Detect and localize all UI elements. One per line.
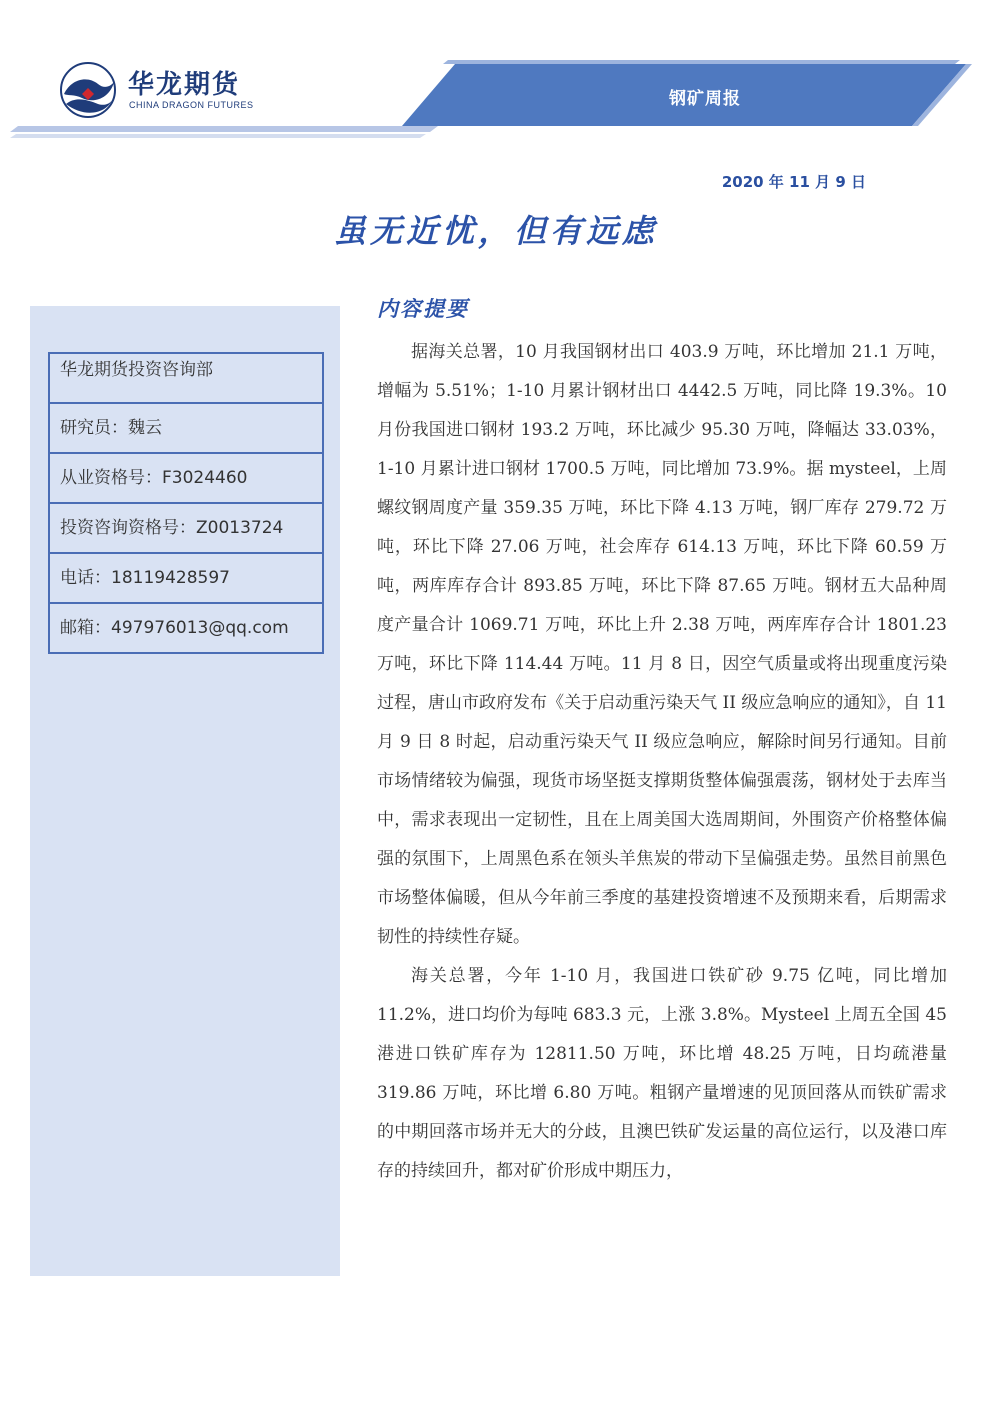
summary-body [377, 333, 947, 1191]
qualification-number: 从业资格号：F3024460 [50, 454, 322, 504]
summary-heading: 内容提要 [377, 296, 469, 321]
report-date: 2020 年 11 月 9 日 [721, 173, 866, 191]
consulting-qualification-number: 投资咨询资格号：Z0013724 [50, 504, 322, 554]
report-type-label: 钢矿周报 [669, 89, 741, 109]
researcher-name: 研究员：魏云 [50, 404, 322, 454]
email-address: 邮箱：497976013@qq.com [60, 618, 289, 638]
department-name: 华龙期货投资咨询部 [50, 354, 322, 404]
brand-logo [58, 58, 258, 124]
sidebar-panel [30, 306, 340, 1276]
summary-paragraph-iron-ore: 海关总署，今年 1-10 月，我国进口铁矿砂 9.75 亿吨，同比增加 11.2%，进口均价为每吨 683.3 元，上涨 3.8%。Mysteel 上周五全国 45 港进口铁矿库存为 12811.50 万吨，环比增 48.25 万吨，日均疏港量 319.86 万吨，环比增 6.80 万吨。粗钢产量增速的见顶回落从而铁矿需求的中期回落市场并无大的分歧，且澳巴铁矿发运量的高位运行，以及港口库存的持续回升，都对矿价形成中期压力， [377, 966, 947, 1181]
analyst-info-box [48, 352, 324, 654]
dragon-wave-logo-icon [58, 60, 118, 120]
brand-name-cn: 华龙期货 [128, 70, 241, 100]
report-title: 虽无近忧，但有远虑 [333, 212, 658, 250]
brand-name-en: CHINA DRAGON FUTURES [129, 100, 254, 110]
summary-paragraph-steel: 据海关总署，10 月我国钢材出口 403.9 万吨，环比增加 21.1 万吨，增幅为 5.51%；1-10 月累计钢材出口 4442.5 万吨，同比降 19.3%。10 月份我国进口钢材 193.2 万吨，环比减少 95.30 万吨，降幅达 33.03%，1-10 月累计进口钢材 1700.5 万吨，同比增加 73.9%。据 mysteel，上周螺纹钢周度产量 359.35 万吨，环比下降 4.13 万吨，钢厂库存 279.72 万吨，环比下降 27.06 万吨，社会库存 614.13 万吨，环比下降 60.59 万吨，两库库存合计 893.85 万吨，环比下降 87.65 万吨。钢材五大品种周度产量合计 1069.71 万吨，环比上升 2.38 万吨，两库库存合计 1801.23 万吨，环比下降 114.44 万吨。11 月 8 日，因空气质量或将出现重度污染过程，唐山市政府发布《关于启动重污染天气 II 级应急响应的通知》，自 11 月 9 日 8 时起，启动重污染天气 II 级应急响应，解除时间另行通知。目前市场情绪较为偏强，现货市场坚挺支撑期货整体偏强震荡，钢材处于去库当中，需求表现出一定韧性，且在上周美国大选周期间，外围资产价格整体偏强的氛围下，上周黑色系在领头羊焦炭的带动下呈偏强走势。虽然目前黑色市场整体偏暖，但从今年前三季度的基建投资增速不及预期来看，后期需求韧性的持续性存疑。 [377, 342, 947, 947]
phone-number: 电话：18119428597 [50, 554, 322, 604]
